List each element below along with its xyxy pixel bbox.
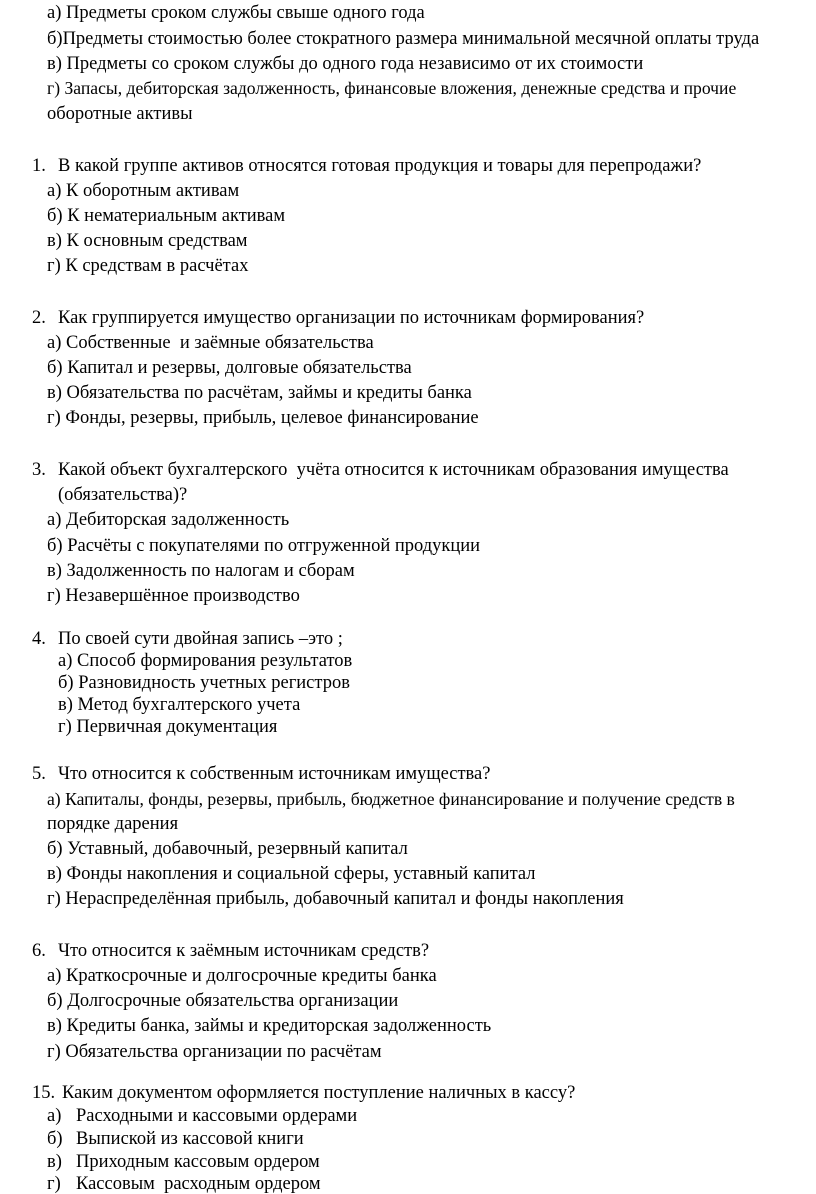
- q6-option-c: в) Кредиты банка, займы и кредиторская задолженность: [47, 1016, 492, 1036]
- intro-option-d: г) Запасы, дебиторская задолженность, финансовые вложения, денежные средства и прочие: [47, 78, 737, 98]
- q4-question: По своей сути двойная запись –это ;: [58, 629, 343, 649]
- q1-option-a: а) К оборотным активам: [47, 181, 240, 201]
- q4-number: 4.: [32, 629, 46, 649]
- q1-question: В какой группе активов относятся готовая продукция и товары для перепродажи?: [58, 156, 702, 176]
- intro-option-d-cont: оборотные активы: [47, 104, 193, 124]
- q3-option-d: г) Незавершённое производство: [47, 586, 300, 606]
- q5-option-b: б) Уставный, добавочный, резервный капитал: [47, 839, 408, 859]
- q5-option-a: а) Капиталы, фонды, резервы, прибыль, бюджетное финансирование и получение средств в: [47, 789, 735, 809]
- q1-number: 1.: [32, 156, 46, 176]
- q15-option-c-text: Приходным кассовым ордером: [76, 1152, 320, 1172]
- q2-number: 2.: [32, 308, 46, 328]
- q2-option-b: б) Капитал и резервы, долговые обязательства: [47, 358, 412, 378]
- q15-number: 15.: [32, 1083, 56, 1103]
- q5-option-c: в) Фонды накопления и социальной сферы, уставный капитал: [47, 864, 536, 884]
- q3-option-c: в) Задолженность по налогам и сборам: [47, 561, 355, 581]
- q4-option-c: в) Метод бухгалтерского учета: [58, 695, 301, 715]
- q15-option-b-text: Выпиской из кассовой книги: [76, 1129, 304, 1149]
- q3-option-b: б) Расчёты с покупателями по отгруженной продукции: [47, 536, 481, 556]
- q6-number: 6.: [32, 941, 46, 961]
- q3-question: Какой объект бухгалтерского учёта относится к источникам образования имущества: [58, 460, 729, 480]
- q15-option-d-text: Кассовым расходным ордером: [76, 1174, 321, 1194]
- q15-option-a-letter: а): [47, 1106, 62, 1126]
- q2-option-c: в) Обязательства по расчётам, займы и кредиты банка: [47, 383, 472, 403]
- q15-option-a-text: Расходными и кассовыми ордерами: [76, 1106, 358, 1126]
- q2-option-a: а) Собственные и заёмные обязательства: [47, 333, 374, 353]
- q3-option-a: а) Дебиторская задолженность: [47, 510, 290, 530]
- q6-question: Что относится к заёмным источникам средств?: [58, 941, 430, 961]
- intro-option-b: б)Предметы стоимостью более стократного размера минимальной месячной оплаты труда: [47, 29, 760, 49]
- q5-number: 5.: [32, 764, 46, 784]
- q15-question: Каким документом оформляется поступление наличных в кассу?: [62, 1083, 576, 1103]
- q2-question: Как группируется имущество организации по источникам формирования?: [58, 308, 645, 328]
- q1-option-d: г) К средствам в расчётах: [47, 256, 249, 276]
- q1-option-b: б) К нематериальным активам: [47, 206, 286, 226]
- q1-option-c: в) К основным средствам: [47, 231, 248, 251]
- q6-option-d: г) Обязательства организации по расчётам: [47, 1042, 382, 1062]
- q4-option-d: г) Первичная документация: [58, 717, 278, 737]
- intro-option-c: в) Предметы со сроком службы до одного года независимо от их стоимости: [47, 54, 644, 74]
- intro-option-a: а) Предметы сроком службы свыше одного года: [47, 3, 425, 23]
- q4-option-a: а) Способ формирования результатов: [58, 651, 353, 671]
- q4-option-b: б) Разновидность учетных регистров: [58, 673, 350, 693]
- q6-option-a: а) Краткосрочные и долгосрочные кредиты банка: [47, 966, 437, 986]
- q6-option-b: б) Долгосрочные обязательства организации: [47, 991, 399, 1011]
- q5-option-a-cont: порядке дарения: [47, 814, 179, 834]
- q5-question: Что относится к собственным источникам имущества?: [58, 764, 491, 784]
- q2-option-d: г) Фонды, резервы, прибыль, целевое финансирование: [47, 408, 479, 428]
- q3-number: 3.: [32, 460, 46, 480]
- q15-option-d-letter: г): [47, 1174, 61, 1194]
- q15-option-c-letter: в): [47, 1152, 62, 1172]
- q3-question-cont: (обязательства)?: [58, 485, 188, 505]
- q15-option-b-letter: б): [47, 1129, 63, 1149]
- q5-option-d: г) Нераспределённая прибыль, добавочный капитал и фонды накопления: [47, 889, 624, 909]
